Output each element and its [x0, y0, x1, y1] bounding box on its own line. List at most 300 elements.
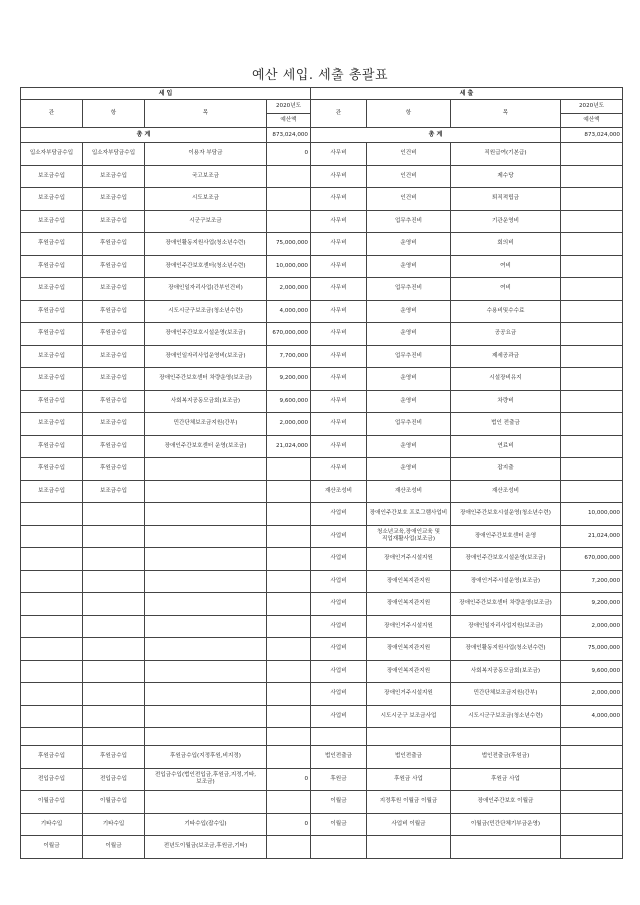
expense-hang-cell: 사업비 이월금	[367, 813, 451, 836]
expense-amount-cell	[561, 390, 623, 413]
revenue-col-hang: 항	[83, 100, 145, 128]
revenue-col-gwan: 관	[21, 100, 83, 128]
expense-amount-cell	[561, 345, 623, 368]
expense-col-year: 2020년도	[561, 100, 623, 114]
expense-col-mok: 목	[451, 100, 561, 128]
expense-amount-cell	[561, 435, 623, 458]
expense-hang-cell: 인건비	[367, 165, 451, 188]
revenue-empty-cell	[267, 615, 311, 638]
expense-gwan-cell: 사무비	[311, 165, 367, 188]
expense-gwan-cell: 사무비	[311, 323, 367, 346]
revenue-empty-cell	[21, 593, 83, 616]
expense-gwan-cell: 이월금	[311, 791, 367, 814]
expense-hang-cell: 장애인거주시설지원	[367, 548, 451, 571]
revenue-gwan-cell: 보조금수입	[21, 368, 83, 391]
revenue-empty-cell	[145, 525, 267, 548]
expense-amount-cell	[561, 278, 623, 301]
revenue-mok-cell: 전년도이월금(보조금,후원금,기타)	[145, 836, 267, 859]
revenue-empty-cell	[267, 638, 311, 661]
expense-total-amount: 873,024,000	[561, 128, 623, 143]
expense-hang-cell: 운영비	[367, 435, 451, 458]
expense-gwan-cell: 사업비	[311, 548, 367, 571]
revenue-hang-cell: 후원금수입	[83, 435, 145, 458]
revenue-empty-cell	[267, 570, 311, 593]
revenue-empty-cell	[83, 593, 145, 616]
revenue-mok-cell: 장애인일자리사업(간부인건비)	[145, 278, 267, 301]
revenue-hang-cell: 전입금수입	[83, 768, 145, 791]
budget-summary-table	[20, 87, 623, 859]
revenue-empty-cell	[83, 660, 145, 683]
revenue-mok-cell: 장애인활동지원사업(청소년수련)	[145, 233, 267, 256]
expense-mok-cell: 민간단체보조금지원(간부)	[451, 683, 561, 706]
table-row	[21, 300, 623, 323]
revenue-empty-cell	[267, 525, 311, 548]
expense-amount-cell	[561, 813, 623, 836]
revenue-hang-cell: 입소자부담금수입	[83, 143, 145, 166]
revenue-gwan-cell: 이월금수입	[21, 791, 83, 814]
table-row	[21, 143, 623, 166]
revenue-empty-cell	[267, 593, 311, 616]
expense-hang-cell: 장애인복지관지원	[367, 660, 451, 683]
revenue-mok-cell: 시군구보조금	[145, 210, 267, 233]
revenue-amount-cell	[267, 480, 311, 503]
expense-gwan-cell: 사업비	[311, 593, 367, 616]
revenue-hang-cell: 후원금수입	[83, 255, 145, 278]
table-row	[21, 413, 623, 436]
table-row	[21, 660, 623, 683]
expense-hang-cell: 운영비	[367, 368, 451, 391]
expense-gwan-cell: 사업비	[311, 570, 367, 593]
expense-mok-cell: 이월금(민간단체기부금운영)	[451, 813, 561, 836]
empty-cell	[83, 728, 145, 746]
revenue-hang-cell: 후원금수입	[83, 323, 145, 346]
expense-gwan-cell: 사무비	[311, 188, 367, 211]
expense-hang-cell: 업무추진비	[367, 210, 451, 233]
revenue-gwan-cell: 후원금수입	[21, 458, 83, 481]
expense-amount-cell: 2,000,000	[561, 683, 623, 706]
expense-gwan-cell: 사무비	[311, 233, 367, 256]
table-row	[21, 728, 623, 746]
revenue-col-mok: 목	[145, 100, 267, 128]
table-row	[21, 836, 623, 859]
table-row	[21, 255, 623, 278]
revenue-empty-cell	[83, 638, 145, 661]
revenue-empty-cell	[145, 570, 267, 593]
revenue-gwan-cell: 보조금수입	[21, 413, 83, 436]
revenue-empty-cell	[267, 503, 311, 526]
expense-gwan-cell: 사무비	[311, 255, 367, 278]
revenue-mok-cell: 장애인주간보호시설운영(보조금)	[145, 323, 267, 346]
revenue-gwan-cell: 보조금수입	[21, 345, 83, 368]
expense-gwan-cell: 사무비	[311, 368, 367, 391]
expense-amount-cell	[561, 768, 623, 791]
revenue-hang-cell: 보조금수입	[83, 480, 145, 503]
revenue-hang-cell: 후원금수입	[83, 390, 145, 413]
expense-col-gwan: 관	[311, 100, 367, 128]
revenue-mok-cell: 장애인일자리사업운영비(보조금)	[145, 345, 267, 368]
revenue-gwan-cell: 보조금수입	[21, 188, 83, 211]
expense-amount-cell	[561, 300, 623, 323]
revenue-amount-cell	[267, 458, 311, 481]
revenue-amount-cell: 0	[267, 813, 311, 836]
expense-hang-cell: 청소년교육,장애인교육 및 직업재활사업(보조금)	[367, 525, 451, 548]
expense-gwan-cell: 사업비	[311, 615, 367, 638]
revenue-empty-cell	[21, 705, 83, 728]
expense-mok-cell: 장애인일자리사업지원(보조금)	[451, 615, 561, 638]
revenue-empty-cell	[145, 615, 267, 638]
expense-amount-cell	[561, 233, 623, 256]
revenue-amount-cell	[267, 791, 311, 814]
revenue-amount-cell: 0	[267, 768, 311, 791]
revenue-empty-cell	[83, 705, 145, 728]
revenue-mok-cell: 이용자 부담금	[145, 143, 267, 166]
revenue-empty-cell	[83, 570, 145, 593]
revenue-col-budget: 예산액	[267, 114, 311, 128]
empty-cell	[145, 728, 267, 746]
expense-gwan-cell: 사무비	[311, 435, 367, 458]
expense-amount-cell	[561, 323, 623, 346]
revenue-gwan-cell: 전입금수입	[21, 768, 83, 791]
revenue-amount-cell: 2,000,000	[267, 278, 311, 301]
table-row	[21, 638, 623, 661]
table-row	[21, 746, 623, 769]
revenue-gwan-cell: 후원금수입	[21, 300, 83, 323]
expense-mok-cell: 장애인주간보호센터 차량운영(보조금)	[451, 593, 561, 616]
empty-cell	[21, 728, 83, 746]
table-row	[21, 705, 623, 728]
expense-mok-cell: 시설장비유지	[451, 368, 561, 391]
expense-amount-cell: 75,000,000	[561, 638, 623, 661]
revenue-gwan-cell: 후원금수입	[21, 255, 83, 278]
table-row	[21, 435, 623, 458]
revenue-hang-cell: 보조금수입	[83, 345, 145, 368]
expense-hang-cell: 법인전출금	[367, 746, 451, 769]
revenue-empty-cell	[145, 593, 267, 616]
empty-cell	[561, 728, 623, 746]
table-row	[21, 548, 623, 571]
expense-amount-cell	[561, 165, 623, 188]
expense-mok-cell: 회의비	[451, 233, 561, 256]
revenue-empty-cell	[21, 503, 83, 526]
expense-mok-cell: 재산조성비	[451, 480, 561, 503]
revenue-gwan-cell: 입소자부담금수입	[21, 143, 83, 166]
expense-col-budget: 예산액	[561, 114, 623, 128]
revenue-gwan-cell: 보조금수입	[21, 480, 83, 503]
expense-gwan-cell: 사업비	[311, 503, 367, 526]
expense-mok-cell: 수용비및수수료	[451, 300, 561, 323]
revenue-empty-cell	[21, 615, 83, 638]
revenue-hang-cell: 기타수입	[83, 813, 145, 836]
expense-amount-cell	[561, 836, 623, 859]
revenue-gwan-cell: 후원금수입	[21, 390, 83, 413]
expense-amount-cell	[561, 480, 623, 503]
revenue-mok-cell: 후원금수입(지정후원,비지정)	[145, 746, 267, 769]
expense-mok-cell: 여비	[451, 278, 561, 301]
expense-mok-cell: 후원금 사업	[451, 768, 561, 791]
expense-mok-cell: 장애인주간보호시설운영(보조금)	[451, 548, 561, 571]
revenue-hang-cell: 후원금수입	[83, 233, 145, 256]
expense-amount-cell	[561, 188, 623, 211]
revenue-amount-cell: 0	[267, 143, 311, 166]
expense-hang-cell: 장애인복지관지원	[367, 638, 451, 661]
expense-mok-cell: 사회복지공동모금회(보조금)	[451, 660, 561, 683]
expense-amount-cell	[561, 413, 623, 436]
expense-amount-cell	[561, 255, 623, 278]
revenue-amount-cell: 9,200,000	[267, 368, 311, 391]
expense-gwan-cell: 후원금	[311, 768, 367, 791]
expense-amount-cell: 21,024,000	[561, 525, 623, 548]
expense-mok-cell: 기관운영비	[451, 210, 561, 233]
expense-hang-cell: 업무추진비	[367, 413, 451, 436]
expense-mok-cell: 잡지출	[451, 458, 561, 481]
table-row	[21, 458, 623, 481]
expense-amount-cell	[561, 746, 623, 769]
expense-mok-cell	[451, 836, 561, 859]
revenue-total-amount: 873,024,000	[267, 128, 311, 143]
revenue-mok-cell: 장애인주간보호센터 차량운영(보조금)	[145, 368, 267, 391]
expense-gwan-cell: 사업비	[311, 638, 367, 661]
revenue-hang-cell: 후원금수입	[83, 458, 145, 481]
expense-hang-cell: 운영비	[367, 390, 451, 413]
revenue-gwan-cell: 기타수입	[21, 813, 83, 836]
expense-total-label: 총 계	[311, 128, 561, 143]
table-row	[21, 525, 623, 548]
expense-hang-cell: 인건비	[367, 188, 451, 211]
expense-hang-cell: 시도시군구 보조금사업	[367, 705, 451, 728]
expense-mok-cell: 공공요금	[451, 323, 561, 346]
expense-amount-cell: 9,200,000	[561, 593, 623, 616]
empty-cell	[311, 728, 367, 746]
expense-mok-cell: 법인 전출금	[451, 413, 561, 436]
expense-section-header: 세 출	[311, 88, 623, 100]
expense-gwan-cell	[311, 836, 367, 859]
revenue-gwan-cell: 보조금수입	[21, 278, 83, 301]
expense-hang-cell: 장애인주간보호 프로그램사업비	[367, 503, 451, 526]
expense-gwan-cell: 사무비	[311, 413, 367, 436]
table-row	[21, 165, 623, 188]
expense-hang-cell: 운영비	[367, 233, 451, 256]
revenue-hang-cell: 보조금수입	[83, 368, 145, 391]
table-row	[21, 368, 623, 391]
revenue-hang-cell: 이월금	[83, 836, 145, 859]
revenue-mok-cell: 사회복지공동모금회(보조금)	[145, 390, 267, 413]
expense-mok-cell: 연료비	[451, 435, 561, 458]
revenue-hang-cell: 이월금수입	[83, 791, 145, 814]
expense-mok-cell: 제수당	[451, 165, 561, 188]
revenue-hang-cell: 보조금수입	[83, 165, 145, 188]
revenue-empty-cell	[21, 683, 83, 706]
revenue-mok-cell: 기타수입(잡수입)	[145, 813, 267, 836]
table-row	[21, 593, 623, 616]
revenue-amount-cell: 7,700,000	[267, 345, 311, 368]
revenue-amount-cell	[267, 746, 311, 769]
revenue-amount-cell: 75,000,000	[267, 233, 311, 256]
expense-amount-cell	[561, 143, 623, 166]
expense-mok-cell: 직원급여(기본급)	[451, 143, 561, 166]
table-row	[21, 615, 623, 638]
revenue-empty-cell	[83, 503, 145, 526]
expense-hang-cell	[367, 836, 451, 859]
revenue-empty-cell	[21, 570, 83, 593]
expense-gwan-cell: 사무비	[311, 300, 367, 323]
revenue-amount-cell: 10,000,000	[267, 255, 311, 278]
table-row	[21, 210, 623, 233]
revenue-amount-cell: 21,024,000	[267, 435, 311, 458]
revenue-amount-cell: 670,000,000	[267, 323, 311, 346]
expense-amount-cell	[561, 458, 623, 481]
expense-gwan-cell: 사무비	[311, 390, 367, 413]
expense-gwan-cell: 법인전출금	[311, 746, 367, 769]
revenue-amount-cell: 2,000,000	[267, 413, 311, 436]
revenue-amount-cell	[267, 210, 311, 233]
revenue-mok-cell	[145, 458, 267, 481]
revenue-empty-cell	[267, 705, 311, 728]
expense-amount-cell: 4,000,000	[561, 705, 623, 728]
expense-hang-cell: 장애인복지관지원	[367, 570, 451, 593]
table-row	[21, 768, 623, 791]
revenue-total-label: 총 계	[21, 128, 267, 143]
revenue-mok-cell: 장애인주간보호센터(청소년수련)	[145, 255, 267, 278]
expense-hang-cell: 인건비	[367, 143, 451, 166]
revenue-mok-cell: 국고보조금	[145, 165, 267, 188]
revenue-empty-cell	[83, 525, 145, 548]
expense-hang-cell: 장애인복지관지원	[367, 593, 451, 616]
table-row	[21, 188, 623, 211]
revenue-col-year: 2020년도	[267, 100, 311, 114]
expense-hang-cell: 업무추진비	[367, 345, 451, 368]
expense-hang-cell: 운영비	[367, 323, 451, 346]
revenue-hang-cell: 보조금수입	[83, 210, 145, 233]
expense-amount-cell	[561, 210, 623, 233]
expense-hang-cell: 운영비	[367, 458, 451, 481]
revenue-empty-cell	[21, 660, 83, 683]
expense-gwan-cell: 재산조성비	[311, 480, 367, 503]
revenue-empty-cell	[267, 548, 311, 571]
revenue-hang-cell: 후원금수입	[83, 300, 145, 323]
revenue-gwan-cell: 후원금수입	[21, 233, 83, 256]
revenue-amount-cell: 4,000,000	[267, 300, 311, 323]
expense-hang-cell: 운영비	[367, 300, 451, 323]
revenue-empty-cell	[267, 683, 311, 706]
expense-gwan-cell: 이월금	[311, 813, 367, 836]
revenue-mok-cell: 시도보조금	[145, 188, 267, 211]
expense-mok-cell: 장애인주간보호시설운영(청소년수련)	[451, 503, 561, 526]
table-row	[21, 345, 623, 368]
expense-gwan-cell: 사무비	[311, 278, 367, 301]
expense-amount-cell: 2,000,000	[561, 615, 623, 638]
revenue-hang-cell: 보조금수입	[83, 188, 145, 211]
expense-gwan-cell: 사무비	[311, 345, 367, 368]
expense-amount-cell	[561, 791, 623, 814]
expense-amount-cell: 10,000,000	[561, 503, 623, 526]
revenue-empty-cell	[21, 525, 83, 548]
revenue-empty-cell	[145, 503, 267, 526]
revenue-empty-cell	[83, 615, 145, 638]
revenue-gwan-cell: 후원금수입	[21, 746, 83, 769]
expense-gwan-cell: 사업비	[311, 705, 367, 728]
revenue-empty-cell	[145, 548, 267, 571]
empty-cell	[367, 728, 451, 746]
table-row	[21, 278, 623, 301]
expense-hang-cell: 장애인거주시설지원	[367, 683, 451, 706]
expense-mok-cell: 차량비	[451, 390, 561, 413]
revenue-amount-cell	[267, 165, 311, 188]
revenue-empty-cell	[83, 683, 145, 706]
revenue-hang-cell: 보조금수입	[83, 278, 145, 301]
revenue-mok-cell: 장애인주간보호센터 운영(보조금)	[145, 435, 267, 458]
expense-hang-cell: 장애인거주시설지원	[367, 615, 451, 638]
table-row	[21, 683, 623, 706]
expense-hang-cell: 지정후원 이월금 이월금	[367, 791, 451, 814]
revenue-mok-cell: 전입금수입(법인전입금,후원금,지정,기타,보조금)	[145, 768, 267, 791]
expense-amount-cell	[561, 368, 623, 391]
expense-col-hang: 항	[367, 100, 451, 128]
revenue-empty-cell	[145, 638, 267, 661]
expense-mok-cell: 퇴직적립금	[451, 188, 561, 211]
revenue-mok-cell: 민간단체보조금지원(간부)	[145, 413, 267, 436]
expense-mok-cell: 장애인주간보호 이월금	[451, 791, 561, 814]
revenue-gwan-cell: 보조금수입	[21, 210, 83, 233]
table-row	[21, 390, 623, 413]
expense-amount-cell: 7,200,000	[561, 570, 623, 593]
expense-hang-cell: 운영비	[367, 255, 451, 278]
revenue-mok-cell: 시도시군구보조금(청소년수련)	[145, 300, 267, 323]
expense-mok-cell: 제세공과금	[451, 345, 561, 368]
revenue-mok-cell	[145, 791, 267, 814]
expense-hang-cell: 업무추진비	[367, 278, 451, 301]
revenue-gwan-cell: 후원금수입	[21, 323, 83, 346]
revenue-amount-cell	[267, 188, 311, 211]
revenue-empty-cell	[21, 548, 83, 571]
revenue-mok-cell	[145, 480, 267, 503]
empty-cell	[267, 728, 311, 746]
expense-gwan-cell: 사무비	[311, 458, 367, 481]
revenue-hang-cell: 보조금수입	[83, 413, 145, 436]
revenue-empty-cell	[267, 660, 311, 683]
table-row	[21, 813, 623, 836]
expense-mok-cell: 장애인거주시설운영(보조금)	[451, 570, 561, 593]
revenue-gwan-cell: 보조금수입	[21, 165, 83, 188]
empty-cell	[451, 728, 561, 746]
revenue-gwan-cell: 이월금	[21, 836, 83, 859]
table-row	[21, 570, 623, 593]
page-title: 예산 세입. 세출 총괄표	[251, 68, 389, 83]
expense-gwan-cell: 사업비	[311, 660, 367, 683]
revenue-hang-cell: 후원금수입	[83, 746, 145, 769]
revenue-amount-cell	[267, 836, 311, 859]
table-row	[21, 791, 623, 814]
revenue-amount-cell: 9,600,000	[267, 390, 311, 413]
revenue-empty-cell	[145, 683, 267, 706]
revenue-empty-cell	[145, 705, 267, 728]
expense-mok-cell: 장애인주간보호센터 운영	[451, 525, 561, 548]
revenue-empty-cell	[21, 638, 83, 661]
expense-mok-cell: 여비	[451, 255, 561, 278]
expense-amount-cell: 9,600,000	[561, 660, 623, 683]
table-row	[21, 480, 623, 503]
expense-gwan-cell: 사업비	[311, 683, 367, 706]
revenue-gwan-cell: 후원금수입	[21, 435, 83, 458]
table-row	[21, 323, 623, 346]
table-row	[21, 233, 623, 256]
revenue-section-header: 세 입	[21, 88, 311, 100]
expense-gwan-cell: 사업비	[311, 525, 367, 548]
expense-mok-cell: 법인전출금(후원금)	[451, 746, 561, 769]
expense-amount-cell: 670,000,000	[561, 548, 623, 571]
expense-hang-cell: 후원금 사업	[367, 768, 451, 791]
table-row	[21, 503, 623, 526]
revenue-empty-cell	[145, 660, 267, 683]
